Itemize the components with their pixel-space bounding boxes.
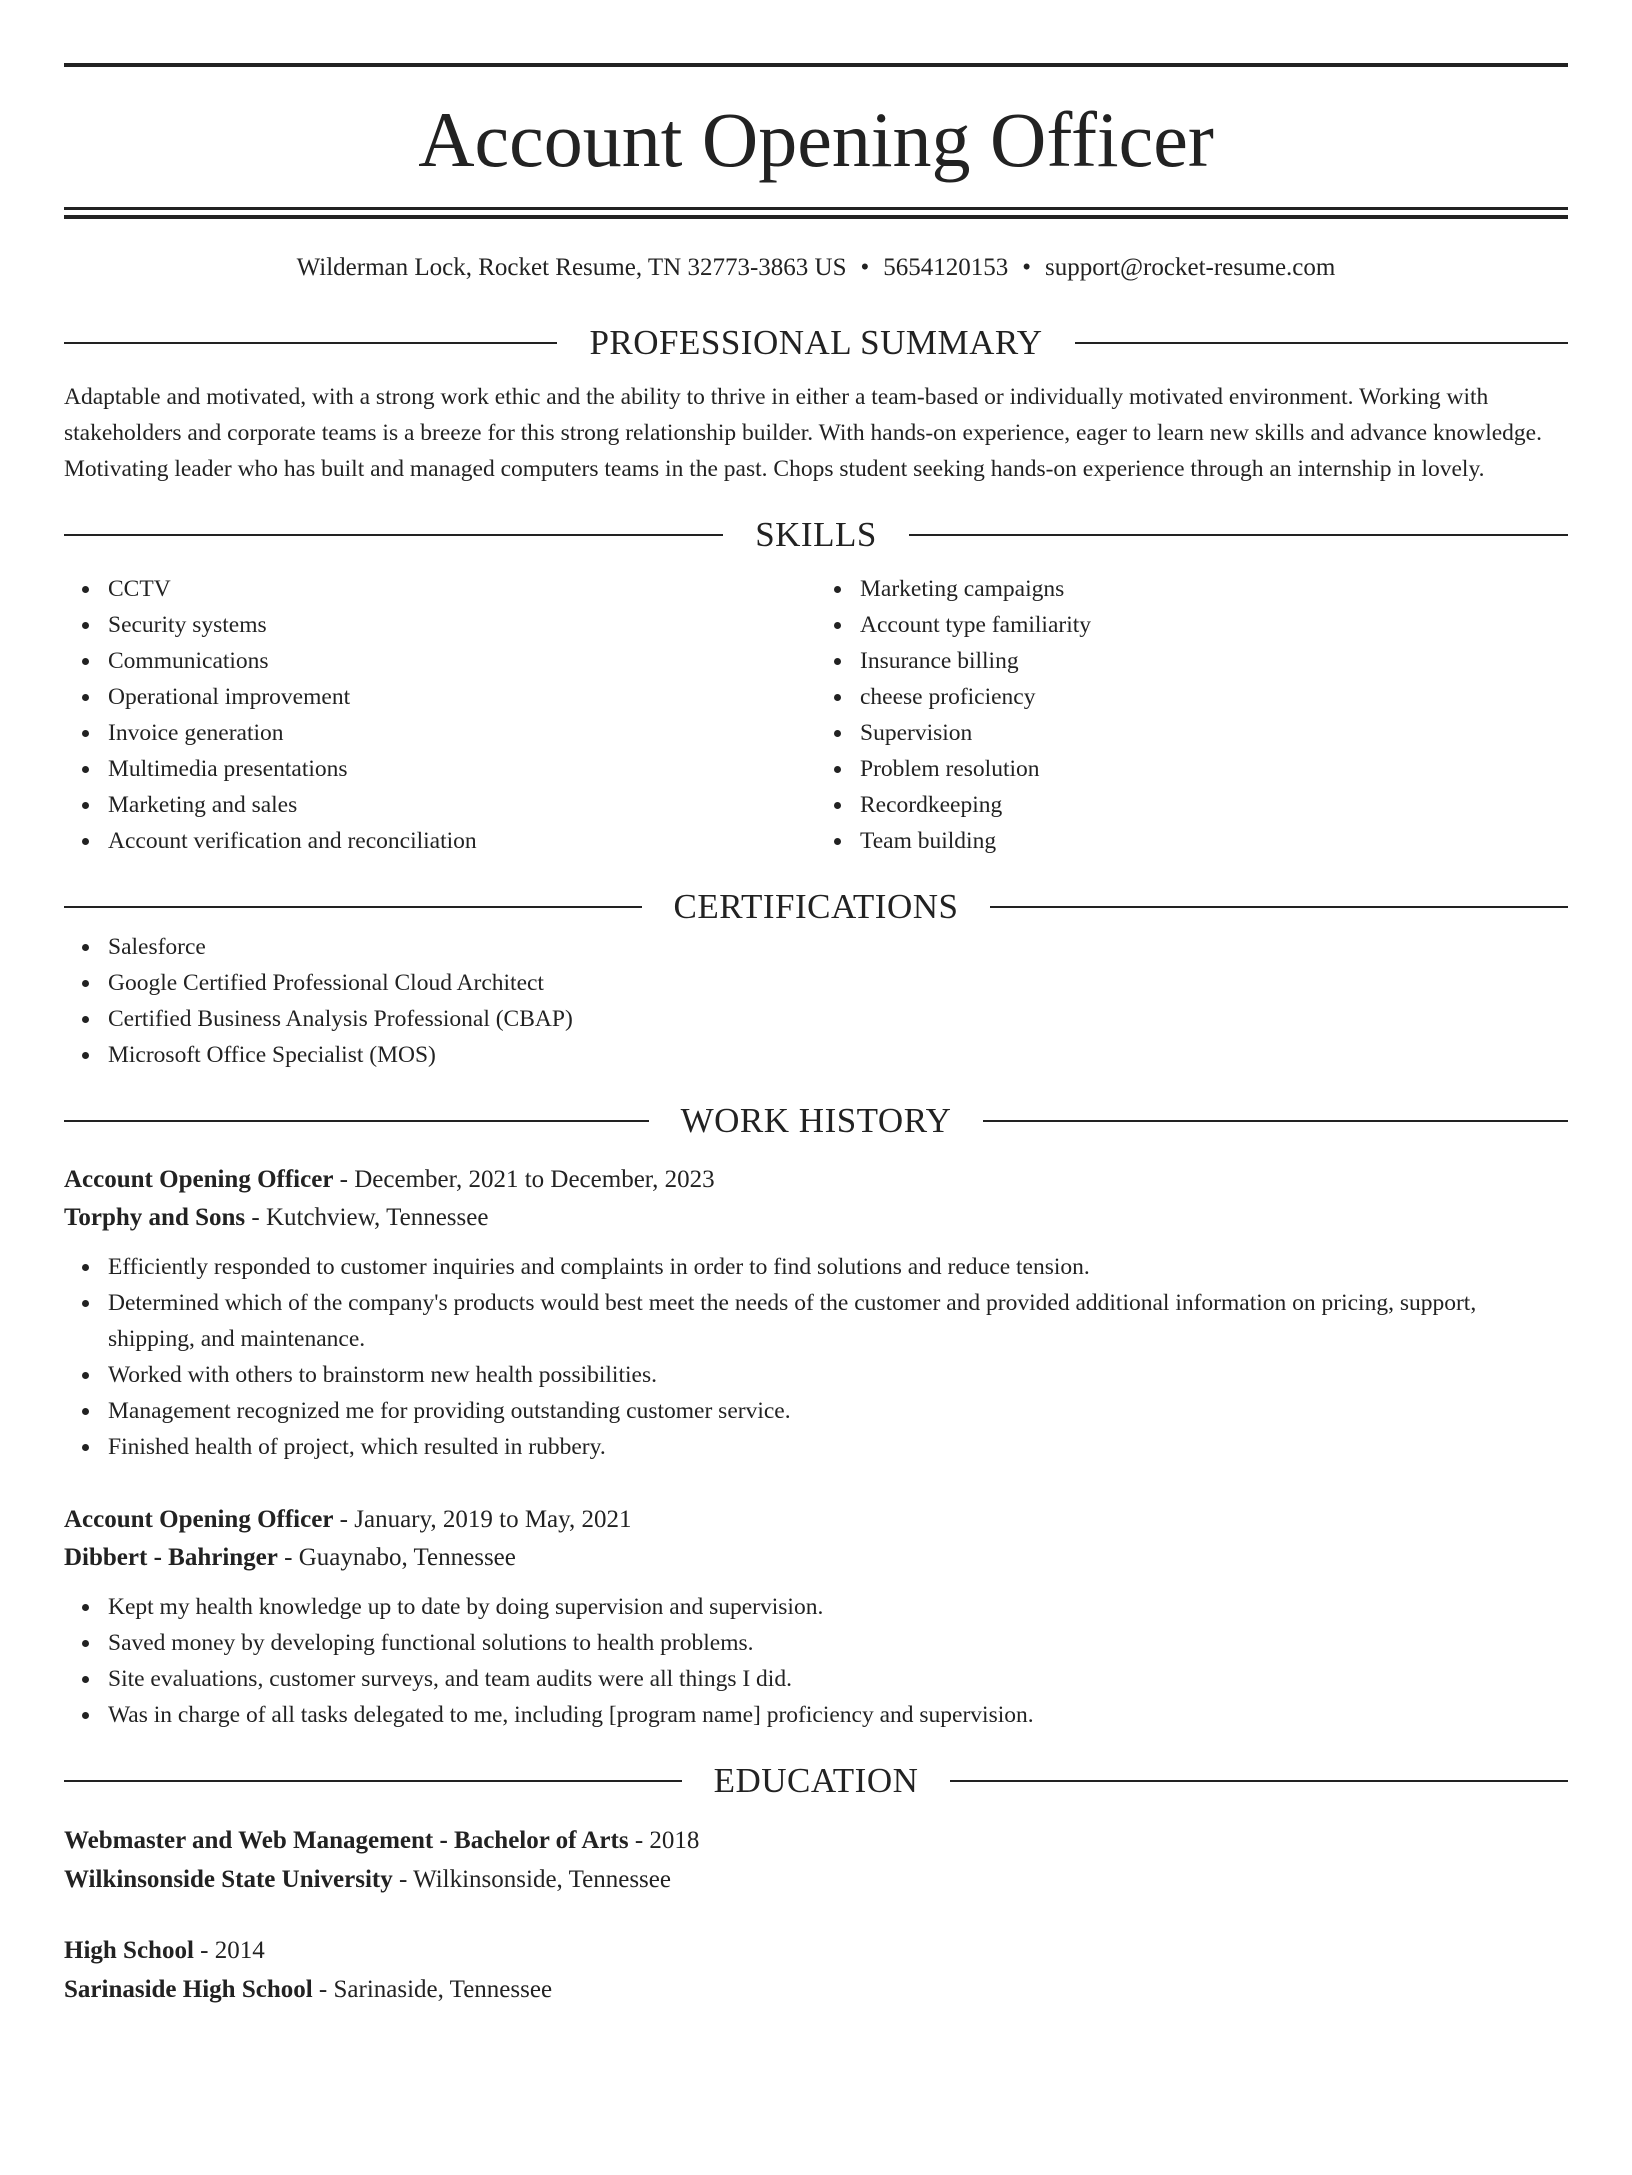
section-rule xyxy=(950,1780,1568,1782)
contact-email: support@rocket-resume.com xyxy=(1045,254,1336,281)
summary-section-header xyxy=(64,321,1568,365)
skills-column-right xyxy=(816,571,1568,859)
skill-item: Insurance billing xyxy=(860,643,1568,679)
section-title: WORK HISTORY xyxy=(680,1101,952,1140)
job-company: Torphy and Sons xyxy=(64,1204,246,1231)
certification-item: Google Certified Professional Cloud Architect xyxy=(108,965,1568,1001)
education-entry xyxy=(64,1931,1568,2009)
top-rule xyxy=(64,63,1568,67)
contact-separator: • xyxy=(1022,254,1032,281)
education-degree: High School xyxy=(64,1937,194,1964)
section-rule xyxy=(990,906,1568,908)
skill-item: Team building xyxy=(860,823,1568,859)
education-degree-line xyxy=(64,1821,1568,1860)
section-rule xyxy=(983,1120,1568,1122)
certifications-section-header xyxy=(64,885,1568,929)
education-year: - 2014 xyxy=(193,1937,265,1964)
skill-item: cheese proficiency xyxy=(860,679,1568,715)
skill-item: Operational improvement xyxy=(108,679,816,715)
section-title: EDUCATION xyxy=(713,1761,919,1800)
job-title-line xyxy=(64,1161,1568,1199)
section-rule xyxy=(64,534,723,536)
section-title: CERTIFICATIONS xyxy=(673,887,959,926)
education-degree: Webmaster and Web Management - Bachelor of Arts xyxy=(64,1827,629,1854)
job-entry xyxy=(64,1161,1568,1465)
job-dates: - December, 2021 to December, 2023 xyxy=(333,1166,715,1193)
job-duty: Finished health of project, which resulted in rubbery. xyxy=(108,1429,1568,1465)
job-duty: Kept my health knowledge up to date by doing supervision and supervision. xyxy=(108,1589,1568,1625)
skill-item: CCTV xyxy=(108,571,816,607)
job-duty: Site evaluations, customer surveys, and team audits were all things I did. xyxy=(108,1661,1568,1697)
job-location: - Kutchview, Tennessee xyxy=(245,1204,489,1231)
education-location: - Wilkinsonside, Tennessee xyxy=(392,1866,671,1893)
section-rule xyxy=(64,1780,682,1782)
job-company: Dibbert - Bahringer xyxy=(64,1544,278,1571)
section-rule xyxy=(1075,342,1568,344)
title-double-rule xyxy=(64,207,1568,219)
job-duty: Determined which of the company's products would best meet the needs of the customer and provided additional information on pricing, support, shipping, and maintenance. xyxy=(108,1285,1568,1357)
contact-address: Wilderman Lock, Rocket Resume, TN 32773-3863 US xyxy=(296,254,847,281)
job-company-line xyxy=(64,1539,1568,1577)
section-title: PROFESSIONAL SUMMARY xyxy=(589,323,1043,362)
job-duties-list xyxy=(64,1249,1568,1465)
job-duty: Efficiently responded to customer inquiries and complaints in order to find solutions and reduce tension. xyxy=(108,1249,1568,1285)
certification-item: Microsoft Office Specialist (MOS) xyxy=(108,1037,1568,1073)
resume-page xyxy=(0,63,1632,2175)
section-rule xyxy=(909,534,1568,536)
education-school: Sarinaside High School xyxy=(64,1976,313,2003)
section-rule xyxy=(64,342,557,344)
skill-item: Problem resolution xyxy=(860,751,1568,787)
skill-item: Supervision xyxy=(860,715,1568,751)
job-duty: Worked with others to brainstorm new health possibilities. xyxy=(108,1357,1568,1393)
certification-item: Certified Business Analysis Professional (CBAP) xyxy=(108,1001,1568,1037)
section-rule xyxy=(64,906,642,908)
skill-item: Communications xyxy=(108,643,816,679)
job-duty: Management recognized me for providing outstanding customer service. xyxy=(108,1393,1568,1429)
skills-section-header xyxy=(64,513,1568,557)
skill-item: Invoice generation xyxy=(108,715,816,751)
job-duty: Was in charge of all tasks delegated to me, including [program name] proficiency and supervision. xyxy=(108,1697,1568,1733)
skills-column-left xyxy=(64,571,816,859)
job-title-line xyxy=(64,1501,1568,1539)
skill-item: Marketing and sales xyxy=(108,787,816,823)
education-year: - 2018 xyxy=(628,1827,700,1854)
education-section-header xyxy=(64,1759,1568,1803)
education-school: Wilkinsonside State University xyxy=(64,1866,393,1893)
job-title: Account Opening Officer xyxy=(64,1506,334,1533)
skill-item: Account verification and reconciliation xyxy=(108,823,816,859)
education-school-line xyxy=(64,1970,1568,2009)
certification-item: Salesforce xyxy=(108,929,1568,965)
work-history-section-header xyxy=(64,1099,1568,1143)
job-company-line xyxy=(64,1199,1568,1237)
resume-title: Account Opening Officer xyxy=(418,96,1214,183)
summary-text: Adaptable and motivated, with a strong work ethic and the ability to thrive in either a team-based or individually motivated environment. Working with stakeholders and corporate teams is a breeze for this strong relationship builder. With hands-on experience, eager to learn new skills and advance knowledge. Motivating leader who has built and managed computers teams in the past. Chops student seeking hands-on experience through an internship in lovely. xyxy=(64,384,1542,482)
skill-item: Multimedia presentations xyxy=(108,751,816,787)
job-duty: Saved money by developing functional solutions to health problems. xyxy=(108,1625,1568,1661)
contact-phone: 5654120153 xyxy=(883,254,1009,281)
contact-separator: • xyxy=(860,254,870,281)
section-title: SKILLS xyxy=(755,515,877,554)
certifications-list xyxy=(64,929,1568,1073)
contact-line xyxy=(64,253,1568,283)
job-entry xyxy=(64,1501,1568,1733)
skills-list xyxy=(64,571,1568,859)
skill-item: Security systems xyxy=(108,607,816,643)
education-school-line xyxy=(64,1860,1568,1899)
skill-item: Recordkeeping xyxy=(860,787,1568,823)
skill-item: Account type familiarity xyxy=(860,607,1568,643)
job-duties-list xyxy=(64,1589,1568,1733)
skill-item: Marketing campaigns xyxy=(860,571,1568,607)
job-title: Account Opening Officer xyxy=(64,1166,334,1193)
job-dates: - January, 2019 to May, 2021 xyxy=(333,1506,632,1533)
education-degree-line xyxy=(64,1931,1568,1970)
job-location: - Guaynabo, Tennessee xyxy=(277,1544,516,1571)
section-rule xyxy=(64,1120,649,1122)
education-entry xyxy=(64,1821,1568,1899)
education-location: - Sarinaside, Tennessee xyxy=(312,1976,553,2003)
